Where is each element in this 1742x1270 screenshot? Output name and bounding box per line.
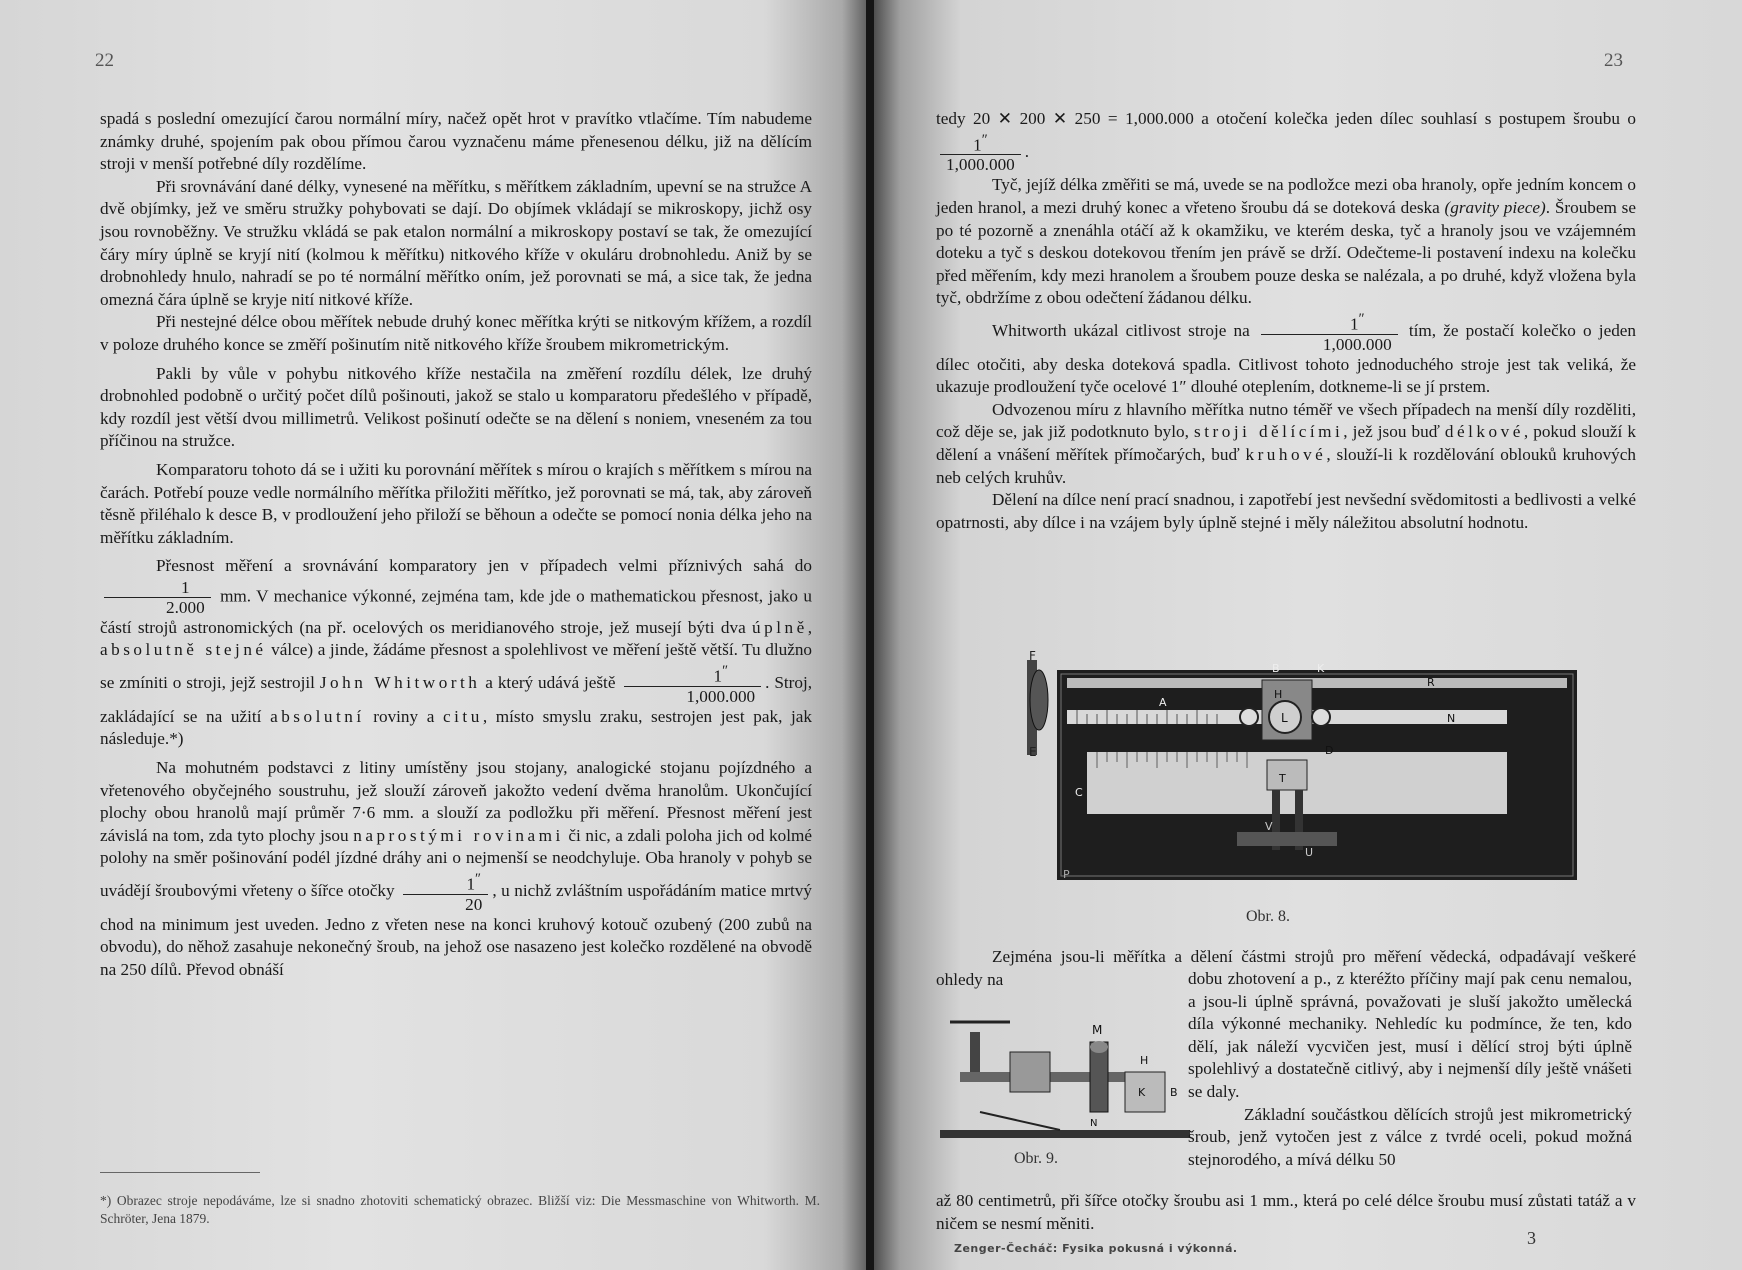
paragraph: Komparatoru tohoto dá se i užiti ku porovnání měřítek s mírou o krajích s měřítkem s mírou na čarách. Potřebí pouze vedle normálního měřítka přiložiti měřítko, jež porovnati se má, tak, aby zároveň těsně přiléhalo k desce B, v prodloužení jeho přiloží se běhoun a odečte se pomocí nonia délka jeho na měřítku základním. (100, 459, 812, 547)
figure-label: H (1274, 688, 1283, 701)
paragraph: Whitworth ukázal citlivost stroje na $\frac{1''}{1,000.000}$ tím, že postačí kolečko o jeden dílec otočiti, aby deska doteková spadla. Citlivost tohoto jednoduchého stroje jest tak veliká, že ukazuje prodloužení tyče ocelové 1″ dlouhé oteplením, dotkneme-li se jí prstem. (936, 310, 1637, 397)
figure-label: K (1317, 662, 1325, 675)
footnote: *) Obrazec stroje nepodáváme, lze si snadno zhotoviti schematický obrazec. Bližší viz: Die Messmaschine von Whitworth. M. Schröter, Jena 1879. (100, 1193, 820, 1226)
figure-label: N (1090, 1118, 1098, 1129)
paragraph: Základní součástkou dělících strojů jest mikrometrický šroub, jenž vytočen jest z válce z tvrdé oceli, pokud možná stejnorodého, a mívá délku 50 (1188, 1104, 1632, 1169)
left-page (0, 0, 868, 1270)
fraction: $\frac{1''}{1,000.000}$ (624, 662, 761, 706)
right-page (874, 0, 1742, 1270)
paragraph: dobu zhotovení a p., z kteréžto příčiny mají pak cenu nemalou, a jsou-li úplně správná, považovati je sluší jakožto umělecká díla výkonné mechaniky. Nehledíc ku podmínce, že ten, kdo dělí, jak náleží vycvičen jest, musí i dělící stroj býti úplně spolehlivý a dostatečně citlivý, aby i nejmenší díly ještě vnášeti se daly. (1188, 969, 1632, 1101)
figure-label: K (1138, 1086, 1146, 1099)
fraction: $\frac{1}{2.000}$ (104, 578, 211, 617)
right-page-body (936, 108, 1636, 534)
page-number: 22 (95, 50, 114, 71)
figure-label: B (1170, 1086, 1178, 1099)
figure-label: H (1140, 1054, 1149, 1067)
paragraph: Tyč, jejíž délka změřiti se má, uvede se na podložce mezi oba hranoly, opře jedním koncem o jeden hranol, a mezi druhý konec a vřeteno šroubu dá se doteková deska (gravity piece). Šroubem se po té pozorně a znenáhla otáčí až k okamžiku, ve kterém deska, tyč a hranoly jsou ve vzájemném doteku a tyč s deskou dotekovou třením jen právě se drží. Odečteme-li postavení indexu na kolečku před měřením, kdy mezi hranolem a šroubem pouze deska se nalézala, a po druhé, když vložena byla tyč, obdržíme z obou odečtení žádanou délku. (936, 175, 1636, 308)
paragraph: Při srovnávání dané délky, vynesené na měřítku, s měřítkem základním, upevní se na stružce A dvě objímky, jež ve směru stružky pohybovati se dají. Do objímek vkládají se mikroskopy, jichž osy jsou rovnoběžny. Ve stružku vkládá se pak etalon normální a mikroskopy postaví se tak, že omezující čáry míry úplně se kryjí nití (kolmou k měřítku) nitkového kříže v okuláru drobnohledu. Aniž by se drobnohledy hnulo, nahradí se po té normální měřítko oním, jež porovnati se má, a sice tak, že jedna omezná čára úplně se kryje nití nitkové kříže. (100, 176, 812, 309)
footnote-rule (100, 1172, 260, 1173)
figure-9-caption: Obr. 9. (1014, 1150, 1058, 1167)
figure-label: F (1029, 650, 1036, 663)
fraction: $\frac{1''}{1,000.000}$ (1261, 310, 1398, 354)
paragraph: Odvozenou míru z hlavního měřítka nutno téměř ve všech případech na menší díly rozděliti, což děje se, jak již podotknuto bylo, stroji dělícími, jež jsou buď délkové, pokud slouží k dělení a vnášení měřítek přímočarých, buď kruhové, slouží-li k rozdělování oblouků kruhových neb celých kruhův. (936, 399, 1637, 487)
figure-9-dividing-machine (940, 1012, 1195, 1147)
figure-label: A (1159, 696, 1167, 709)
figure-label: D (1325, 744, 1334, 757)
signature-mark: 3 (1527, 1228, 1536, 1248)
figure-label: E (1029, 745, 1037, 759)
left-page-body (100, 108, 812, 981)
paragraph: Při nestejné délce obou měřítek nebude druhý konec měřítka krýti se nitkovým křížem, a rozdíl v poloze druhého konce se změří pošinutím nitě nitkového kříže šroubem mikrometrickým. (100, 312, 812, 354)
paragraph: Na mohutném podstavci z litiny umístěny jsou stojany, analogické stojanu pojízdného a vřetenového obyčejného soustruhu, jež slouží zároveň jakožto vedení dvěma hranolům. Ukončující plochy obou hranolů mají průměr 7·6 mm. a slouží za podložku při měření. Přesnost měření jest závislá na tom, zda tyto plochy jsou naprostými rovinami či nic, a zdali poloha jich od kolmé polohy na směr pošinování podél jízdné dráhy ani o nejmenší se neodchyluje. Oba hranoly v pohyb se uvádějí šroubovými vřeteny o šířce otočky $\frac{1''}{20}$ , u nichž zvláštním uspořádáním matice mrtvý chod na minimum jest uveden. Jedno z vřeten nese na konci kruhový kotouč ozubený (200 zubů na obvodu), do něhož zasahuje nekonečný šroub, na jehož ose nasazeno jest kolečko rozdělené na obvodě na 250 dílů. Převod obnáší (100, 757, 813, 979)
paragraph: tedy 20 ✕ 200 ✕ 250 = 1,000.000 a otočení kolečka jeden dílec souhlasí s postupem šroubu o $\frac{1''}{1,000.000}$ . (936, 109, 1636, 175)
figure-label: R (1427, 676, 1435, 689)
figure-label: C (1075, 786, 1083, 799)
fraction: $\frac{1''}{20}$ (403, 870, 488, 914)
figure-8-caption: Obr. 8. (1246, 908, 1290, 925)
figure-8-dividing-machine (1027, 650, 1597, 910)
figure-label: B (1272, 662, 1280, 675)
figure-label: V (1265, 820, 1273, 833)
paragraph: Přesnost měření a srovnávání komparatory jen v případech velmi příznivých sahá do $\frac{1}{2.000}$ mm. V mechanice výkonné, zejména tam, kde jde o mathematickou přesnost, jako u částí strojů astronomických (na př. ocelových os meridianového stroje, jež musejí býti dva úplně, absolutně stejné válce) a jinde, žádáme přesnost a spolehlivost ve měření ještě větší. Tu dlužno se zmíniti o stroji, jejž sestrojil John Whitworth a který udává ještě $\frac{1''}{1,000.000}$ . Stroj, zakládající se na užití absolutní roviny a citu, místo smyslu zraku, sestrojen jest pak, jak následuje.*) (100, 556, 813, 749)
page-number: 23 (1604, 50, 1623, 71)
paragraph: Dělení na dílce není prací snadnou, i zapotřebí jest nevšední svědomitosti a bedlivosti a velké opatrnosti, aby dílce i na vzájem byly úplně stejné i měly náležitou absolutní hodnotu. (936, 490, 1636, 532)
figure-label: L (1281, 711, 1288, 725)
figure-label: M (1092, 1023, 1103, 1037)
figure-label: T (1279, 772, 1286, 785)
figure-label: P (1063, 868, 1070, 881)
paragraph: až 80 centimetrů, při šířce otočky šroubu asi 1 mm., která po celé délce šroubu musí zůstati tatáž a v ničem se nesmí měniti. (936, 1191, 1636, 1233)
figure-label: N (1447, 712, 1456, 725)
figure-label: U (1305, 846, 1314, 859)
paragraph: Zejména jsou-li měřítka a dělení částmi strojů pro měření vědecká, odpadávají veškeré ohledy na (936, 947, 1636, 989)
fraction: $\frac{1''}{1,000.000}$ (940, 131, 1021, 175)
footer-line: Zenger-Čecháč: Fysika pokusná i výkonná. (954, 1242, 1238, 1255)
wrapped-text (1188, 968, 1632, 1171)
paragraph: Pakli by vůle v pohybu nitkového kříže nestačila na změření rozdílu délek, lze druhý drobnohled podobně o určitý počet dílů pošinouti, jakož se stalo u komparatoru předešlého v případě, kdy rozdíl jest větší dvou millimetrů. Velikost pošinutí odečte se na dělení s noniem, vneseném za tou příčinou na stružce. (100, 363, 812, 451)
paragraph: spadá s poslední omezující čarou normální míry, načež opět hrot v pravítko vtlačíme. Tím nabudeme známky druhé, spojením pak obou přímou čarou vyznačenu máme přenesenou délku, již na dělícím stroji v menší potřebné díly rozdělíme. (100, 109, 812, 174)
